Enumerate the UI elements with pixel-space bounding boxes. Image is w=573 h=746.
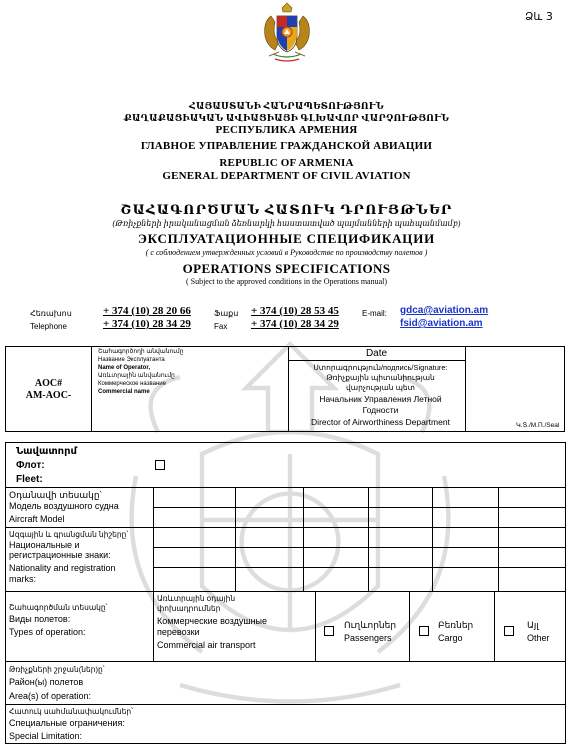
- aoc-label: AOC#: [34, 378, 63, 389]
- area-of-operation-ru: Район(ы) полетов: [9, 677, 84, 687]
- nationality-en-line2: marks:: [9, 574, 36, 584]
- date-header: Date: [365, 348, 388, 359]
- subtitle-ru: ( с соблюдением утвержденных условий в Руководстве по производству полетов ): [145, 248, 428, 257]
- title-arm: ՇԱՀԱԳՈՐԾՄԱՆ ՀԱՏՈՒԿ ԴՐՈՒՅԹՆԵՐ: [120, 202, 453, 217]
- nationality-ru-line2: регистрационные знаки:: [9, 550, 111, 560]
- aoc-number: AM-AOC-: [25, 390, 72, 401]
- passengers-label-en: Passengers: [344, 633, 392, 643]
- telephone-label-arm: Հեռախոս: [30, 309, 72, 318]
- director-arm-line1: Թռիչքային պիտանիության: [326, 373, 435, 382]
- fleet-label-en: Fleet:: [16, 474, 43, 485]
- commercial-transport-en: Commercial air transport: [157, 640, 256, 650]
- operation-type-arm: Շահագործման տեսակը՝: [9, 603, 108, 612]
- header-ru-department: ГЛАВНОЕ УПРАВЛЕНИЕ ГРАЖДАНСКОЙ АВИАЦИИ: [140, 140, 433, 152]
- director-ru-line2: Годности: [362, 405, 399, 415]
- nationality-ru-line1: Национальные и: [9, 540, 80, 550]
- trade-name-arm: Առևտրային անվանումը: [98, 373, 175, 379]
- special-limitation-ru: Специальные ограничения:: [9, 718, 125, 728]
- header-arm-country: ՀԱՅԱՍՏԱՆԻ ՀԱՆՐԱՊԵՏՈՒԹՅՈՒՆ: [189, 101, 384, 111]
- operation-type-ru: Виды полетов:: [9, 614, 71, 624]
- telephone-label-en: Telephone: [30, 322, 67, 331]
- cargo-checkbox[interactable]: [419, 626, 429, 636]
- page-number: Ձև 3: [525, 10, 553, 23]
- aircraft-model-en: Aircraft Model: [9, 514, 65, 524]
- other-label-arm: Այլ: [527, 620, 539, 630]
- telephone-2: + 374 (10) 28 34 29: [103, 318, 191, 330]
- coat-of-arms-emblem: [257, 2, 317, 64]
- email-fsid-link[interactable]: fsid@aviation.am: [400, 318, 483, 329]
- commercial-transport-arm-line1: Առևտրային օդային: [157, 594, 236, 603]
- nationality-arm: Ազգային և գրանցման նիշերը՝: [9, 530, 129, 539]
- area-of-operation-arm: Թռիչքների շրջան(ներ)ը՝: [9, 665, 105, 674]
- telephone-1: + 374 (10) 28 20 66: [103, 305, 191, 317]
- other-label-en: Other: [527, 633, 550, 643]
- email-gdca-link[interactable]: gdca@aviation.am: [400, 305, 489, 316]
- cargo-label-en: Cargo: [438, 633, 463, 643]
- passengers-label-arm: Ուղևորներ: [344, 620, 397, 630]
- email-label: E-mail:: [362, 309, 387, 318]
- director-arm-line2: վարչության պետ: [346, 383, 415, 392]
- fleet-table: [5, 442, 566, 744]
- director-ru-line1: Начальник Управления Летной: [319, 394, 442, 404]
- operation-type-en: Types of operation:: [9, 627, 86, 637]
- operator-name-arm: Շահագործողի անվանումը: [98, 349, 184, 355]
- commercial-transport-ru-line2: перевозки: [157, 627, 200, 637]
- fleet-label-arm: Նավատորմ: [16, 446, 77, 457]
- signature-label: Ստորագրություն/подпись/Signature:: [313, 363, 448, 372]
- title-en: OPERATIONS SPECIFICATIONS: [182, 261, 391, 276]
- fax-2: + 374 (10) 28 34 29: [251, 318, 339, 330]
- fax-1: + 374 (10) 28 53 45: [251, 305, 339, 317]
- passengers-checkbox[interactable]: [324, 626, 334, 636]
- cargo-label-arm: Բեռներ: [438, 620, 474, 630]
- area-of-operation-en: Area(s) of operation:: [9, 691, 92, 701]
- header-en-department: GENERAL DEPARTMENT OF CIVIL AVIATION: [162, 170, 411, 182]
- operator-name-ru: Название Эксплуатанта: [98, 357, 165, 363]
- header-ru-country: РЕСПУБЛИКА АРМЕНИЯ: [215, 124, 358, 136]
- seal-label: Կ.Տ./М.П./Seal: [516, 422, 560, 429]
- director-en: Director of Airworthiness Department: [311, 417, 450, 427]
- header-en-country: REPUBLIC OF ARMENIA: [219, 157, 354, 169]
- trade-name-en: Commercial name: [98, 389, 150, 395]
- aircraft-model-ru: Модель воздушного судна: [9, 501, 119, 511]
- fax-label-arm: Ֆաքս: [214, 309, 239, 318]
- fleet-checkbox[interactable]: [155, 460, 165, 470]
- trade-name-ru: Коммерческое название: [98, 381, 166, 387]
- title-ru: ЭКСПЛУАТАЦИОННЫЕ СПЕЦИФИКАЦИИ: [137, 231, 436, 246]
- operator-name-en: Name of Operator,: [98, 365, 151, 371]
- special-limitation-en: Special Limitation:: [9, 731, 83, 741]
- subtitle-arm: (Թռիչքների իրականացման ձեռնարկի հաստատված պայմանների պահպանմամբ): [112, 219, 461, 228]
- nationality-en-line1: Nationality and registration: [9, 563, 116, 573]
- subtitle-en: ( Subject to the approved conditions in the Operations manual): [185, 277, 388, 286]
- aircraft-model-arm: Օդանավի տեսակը՝: [9, 490, 102, 500]
- fleet-label-ru: Флот:: [16, 460, 45, 471]
- fax-label-en: Fax: [214, 322, 228, 331]
- other-checkbox[interactable]: [504, 626, 514, 636]
- commercial-transport-ru-line1: Коммерческие воздушные: [157, 616, 268, 626]
- header-arm-department: ՔԱՂԱՔԱՑԻԱԿԱՆ ԱՎԻԱՑԻԱՅԻ ԳԼԽԱՎՈՐ ՎԱՐՉՈՒԹՅՈՒՆ: [123, 113, 450, 123]
- aoc-table: [5, 346, 565, 432]
- special-limitation-arm: Հատուկ սահմանափակումներ՝: [9, 707, 133, 716]
- commercial-transport-arm-line2: փոխադրումներ: [157, 604, 221, 613]
